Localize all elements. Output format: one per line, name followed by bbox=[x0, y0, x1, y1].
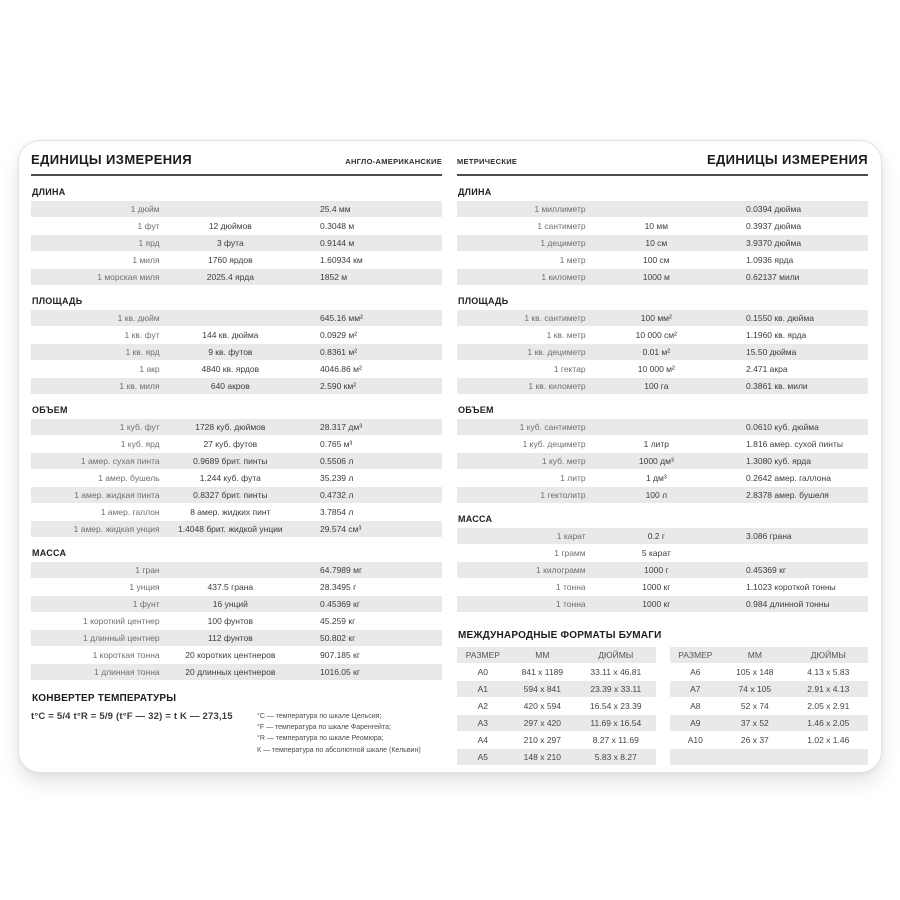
mm-cell: 37 x 52 bbox=[740, 718, 769, 728]
unit-cell: 1 кв. ярд bbox=[125, 347, 160, 357]
size-cell: A0 bbox=[477, 667, 488, 677]
temperature-note: °R — температура по шкале Реомюра; bbox=[257, 735, 384, 743]
value-cell: 0.765 м³ bbox=[320, 439, 353, 449]
table-row bbox=[457, 201, 868, 217]
paper-row bbox=[670, 749, 869, 765]
value-cell: 0.1550 кв. дюйма bbox=[746, 313, 815, 323]
inches-cell: 1.02 x 1.46 bbox=[807, 735, 850, 745]
table-row bbox=[31, 579, 442, 595]
left-page-title: ЕДИНИЦЫ ИЗМЕРЕНИЯ bbox=[31, 152, 193, 167]
value-cell: 0.3937 дюйма bbox=[746, 221, 802, 231]
table-row bbox=[31, 201, 442, 217]
notebook-spread bbox=[18, 140, 882, 773]
table-row bbox=[457, 596, 868, 612]
left-page-header bbox=[31, 150, 442, 176]
equivalent-cell: 16 унций bbox=[212, 599, 248, 609]
equivalent-cell: 144 кв. дюйма bbox=[202, 330, 259, 340]
equivalent-cell: 2025.4 ярда bbox=[206, 272, 254, 282]
unit-cell: 1 фут bbox=[137, 221, 160, 231]
value-cell: 0.4732 л bbox=[320, 490, 354, 500]
equivalent-cell: 1 дм³ bbox=[645, 473, 667, 483]
value-cell: 0.5506 л bbox=[320, 456, 354, 466]
table-row bbox=[457, 310, 868, 326]
equivalent-cell: 10 см bbox=[645, 238, 668, 248]
temperature-converter bbox=[31, 693, 442, 756]
paper-row bbox=[457, 715, 656, 731]
unit-cell: 1 куб. фут bbox=[119, 422, 160, 432]
size-cell: РАЗМЕР bbox=[465, 650, 500, 660]
unit-cell: 1 литр bbox=[560, 473, 586, 483]
value-cell: 4046.86 м² bbox=[320, 364, 362, 374]
equivalent-cell: 8 амер. жидких пинт bbox=[190, 507, 271, 517]
mm-cell: 74 x 105 bbox=[738, 684, 772, 694]
size-cell: РАЗМЕР bbox=[678, 650, 713, 660]
value-cell: 3.086 грана bbox=[746, 531, 792, 541]
table-row bbox=[457, 378, 868, 394]
equivalent-cell: 1000 м bbox=[642, 272, 670, 282]
paper-header-row bbox=[670, 647, 869, 663]
mm-cell: 420 x 594 bbox=[523, 701, 562, 711]
equivalent-cell: 1000 г bbox=[644, 565, 669, 575]
unit-cell: 1 кв. километр bbox=[528, 381, 586, 391]
equivalent-cell: 100 га bbox=[644, 381, 669, 391]
unit-cell: 1 короткий центнер bbox=[83, 616, 160, 626]
section-heading: ОБЪЕМ bbox=[32, 405, 68, 415]
table-row bbox=[457, 344, 868, 360]
section-heading: ДЛИНА bbox=[458, 187, 492, 197]
value-cell: 29.574 см³ bbox=[320, 524, 362, 534]
value-cell: 0.9144 м bbox=[320, 238, 355, 248]
value-cell: 64.7989 мг bbox=[320, 565, 363, 575]
value-cell: 1.816 амер. сухой пинты bbox=[746, 439, 843, 449]
value-cell: 0.8361 м² bbox=[320, 347, 358, 357]
unit-cell: 1 кв. сантиметр bbox=[524, 313, 586, 323]
size-cell: A8 bbox=[690, 701, 701, 711]
mm-cell: 26 x 37 bbox=[740, 735, 769, 745]
temperature-note: °F — температура по шкале Фаренгейта; bbox=[257, 724, 391, 732]
value-cell: 2.8378 амер. бушеля bbox=[746, 490, 829, 500]
size-cell: A2 bbox=[477, 701, 488, 711]
table-row bbox=[31, 613, 442, 629]
equivalent-cell: 0.2 г bbox=[647, 531, 665, 541]
unit-cell: 1 куб. метр bbox=[541, 456, 586, 466]
table-row bbox=[457, 562, 868, 578]
inches-cell: 8.27 x 11.69 bbox=[592, 735, 639, 745]
unit-cell: 1 акр bbox=[139, 364, 160, 374]
size-cell: A1 bbox=[477, 684, 488, 694]
unit-cell: 1 кв. фут bbox=[124, 330, 160, 340]
value-cell: 0.45369 кг bbox=[746, 565, 786, 575]
equivalent-cell: 1.244 куб. фута bbox=[199, 473, 261, 483]
equivalent-cell: 437.5 грана bbox=[207, 582, 254, 592]
unit-cell: 1 километр bbox=[541, 272, 586, 282]
unit-cell: 1 кв. метр bbox=[546, 330, 586, 340]
temperature-note: К — температура по абсолютной шкале (Кельвин) bbox=[257, 746, 421, 754]
unit-cell: 1 сантиметр bbox=[537, 221, 586, 231]
size-cell: A10 bbox=[687, 735, 703, 745]
equivalent-cell: 27 куб. футов bbox=[203, 439, 258, 449]
temperature-body bbox=[31, 711, 442, 756]
unit-cell: 1 карат bbox=[556, 531, 586, 541]
table-row bbox=[31, 453, 442, 469]
unit-cell: 1 ярд bbox=[138, 238, 160, 248]
equivalent-cell: 9 кв. футов bbox=[208, 347, 253, 357]
equivalent-cell: 1760 ярдов bbox=[208, 255, 253, 265]
value-cell: 0.0610 куб. дюйма bbox=[746, 422, 819, 432]
table-row bbox=[31, 487, 442, 503]
table-row bbox=[31, 310, 442, 326]
size-cell: A6 bbox=[690, 667, 701, 677]
value-cell: 1.60934 км bbox=[320, 255, 363, 265]
equivalent-cell: 1728 куб. дюймов bbox=[195, 422, 266, 432]
equivalent-cell: 1 литр bbox=[643, 439, 670, 449]
value-cell: 0.984 длинной тонны bbox=[746, 599, 830, 609]
temperature-formula: t°C = 5/4 t°R = 5/9 (t°F — 32) = t K — 273,15 bbox=[31, 711, 233, 722]
paper-row bbox=[670, 715, 869, 731]
table-row bbox=[457, 235, 868, 251]
inches-cell: 2.05 x 2.91 bbox=[807, 701, 850, 711]
right-page-header bbox=[457, 150, 868, 176]
unit-cell: 1 фунт bbox=[132, 599, 160, 609]
value-cell: 3.7854 л bbox=[320, 507, 354, 517]
paper-row bbox=[670, 681, 869, 697]
unit-cell: 1 гран bbox=[135, 565, 160, 575]
equivalent-cell: 1.4048 брит. жидкой унции bbox=[177, 524, 283, 534]
table-row bbox=[457, 579, 868, 595]
equivalent-cell: 0.01 м² bbox=[642, 347, 671, 357]
table-row bbox=[457, 470, 868, 486]
value-cell: 0.62137 мили bbox=[746, 272, 800, 282]
mm-cell: ММ bbox=[535, 650, 550, 660]
unit-cell: 1 длинная тонна bbox=[94, 667, 160, 677]
equivalent-cell: 100 см bbox=[643, 255, 670, 265]
inches-cell: ДЮЙМЫ bbox=[598, 650, 634, 660]
table-row bbox=[457, 218, 868, 234]
paper-row bbox=[457, 732, 656, 748]
inches-cell: ДЮЙМЫ bbox=[810, 650, 846, 660]
table-row bbox=[457, 545, 868, 561]
equivalent-cell: 3 фута bbox=[216, 238, 244, 248]
section-heading: ПЛОЩАДЬ bbox=[458, 296, 509, 306]
equivalent-cell: 1000 дм³ bbox=[638, 456, 674, 466]
table-row bbox=[31, 562, 442, 578]
unit-cell: 1 метр bbox=[559, 255, 586, 265]
inches-cell: 23.39 x 33.11 bbox=[590, 684, 642, 694]
table-row bbox=[457, 487, 868, 503]
table-row bbox=[31, 436, 442, 452]
unit-cell: 1 кв. дециметр bbox=[527, 347, 586, 357]
paper-formats bbox=[457, 630, 868, 766]
paper-formats-heading: МЕЖДУНАРОДНЫЕ ФОРМАТЫ БУМАГИ bbox=[458, 630, 662, 641]
unit-cell: 1 куб. ярд bbox=[120, 439, 160, 449]
unit-cell: 1 кв. миля bbox=[119, 381, 160, 391]
equivalent-cell: 0.8327 брит. пинты bbox=[193, 490, 268, 500]
inches-cell: 11.69 x 16.54 bbox=[590, 718, 642, 728]
value-cell: 25.4 мм bbox=[320, 204, 351, 214]
unit-cell: 1 амер. жидкая унция bbox=[73, 524, 160, 534]
unit-cell: 1 дециметр bbox=[540, 238, 586, 248]
unit-cell: 1 дюйм bbox=[130, 204, 160, 214]
paper-row bbox=[457, 664, 656, 680]
paper-row bbox=[457, 698, 656, 714]
inches-cell: 4.13 x 5.83 bbox=[807, 667, 850, 677]
inches-cell: 2.91 x 4.13 bbox=[807, 684, 850, 694]
table-row bbox=[457, 528, 868, 544]
equivalent-cell: 100 мм² bbox=[640, 313, 672, 323]
section-heading: МАССА bbox=[32, 548, 67, 558]
inches-cell: 1.46 x 2.05 bbox=[807, 718, 850, 728]
table-row bbox=[457, 269, 868, 285]
table-row bbox=[31, 630, 442, 646]
value-cell: 35.239 л bbox=[320, 473, 354, 483]
mm-cell: 297 x 420 bbox=[523, 718, 562, 728]
equivalent-cell: 1000 кг bbox=[642, 599, 671, 609]
table-row bbox=[457, 453, 868, 469]
mm-cell: 841 x 1189 bbox=[521, 667, 564, 677]
table-row bbox=[457, 327, 868, 343]
value-cell: 1016.05 кг bbox=[320, 667, 360, 677]
paper-table-a0-a5 bbox=[457, 647, 656, 766]
value-cell: 0.45369 кг bbox=[320, 599, 360, 609]
table-row bbox=[31, 470, 442, 486]
value-cell: 1.3080 куб. ярда bbox=[746, 456, 811, 466]
value-cell: 2.471 акра bbox=[746, 364, 788, 374]
right-page-title: ЕДИНИЦЫ ИЗМЕРЕНИЯ bbox=[706, 152, 868, 167]
equivalent-cell: 12 дюймов bbox=[208, 221, 252, 231]
left-page-sections bbox=[31, 187, 442, 680]
mm-cell: 210 x 297 bbox=[523, 735, 562, 745]
temperature-note: °C — температура по шкале Цельсия; bbox=[257, 713, 382, 720]
inches-cell: 16.54 x 23.39 bbox=[590, 701, 642, 711]
unit-cell: 1 длинный центнер bbox=[83, 633, 160, 643]
unit-cell: 1 тонна bbox=[555, 582, 586, 592]
table-row bbox=[31, 378, 442, 394]
equivalent-cell: 5 карат bbox=[641, 548, 671, 558]
table-row bbox=[31, 664, 442, 680]
unit-cell: 1 морская миля bbox=[97, 272, 160, 282]
inches-cell: 33.11 x 46.81 bbox=[590, 667, 642, 677]
unit-cell: 1 куб. дециметр bbox=[522, 439, 586, 449]
value-cell: 50.802 кг bbox=[320, 633, 356, 643]
mm-cell: ММ bbox=[747, 650, 762, 660]
unit-cell: 1 амер. сухая пинта bbox=[80, 456, 160, 466]
page-anglo-american bbox=[31, 150, 442, 772]
table-row bbox=[457, 419, 868, 435]
equivalent-cell: 112 фунтов bbox=[207, 633, 253, 643]
paper-row bbox=[670, 698, 869, 714]
size-cell: A3 bbox=[477, 718, 488, 728]
value-cell: 0.3861 кв. мили bbox=[746, 381, 808, 391]
right-page-sections bbox=[457, 187, 868, 612]
size-cell: A5 bbox=[477, 752, 488, 762]
size-cell: A7 bbox=[690, 684, 701, 694]
unit-cell: 1 тонна bbox=[555, 599, 586, 609]
equivalent-cell: 10 мм bbox=[644, 221, 669, 231]
mm-cell: 105 x 148 bbox=[736, 667, 774, 677]
table-row bbox=[31, 269, 442, 285]
paper-header-row bbox=[457, 647, 656, 663]
value-cell: 1.1023 короткой тонны bbox=[746, 582, 836, 592]
right-page-subtitle: МЕТРИЧЕСКИЕ bbox=[457, 157, 518, 166]
value-cell: 45.259 кг bbox=[320, 616, 356, 626]
value-cell: 28.3495 г bbox=[320, 582, 357, 592]
equivalent-cell: 100 л bbox=[645, 490, 668, 500]
value-cell: 645.16 мм² bbox=[320, 313, 363, 323]
paper-row bbox=[457, 749, 656, 765]
unit-cell: 1 короткая тонна bbox=[92, 650, 160, 660]
table-row bbox=[31, 252, 442, 268]
equivalent-cell: 4840 кв. ярдов bbox=[201, 364, 260, 374]
table-row bbox=[31, 419, 442, 435]
equivalent-cell: 100 фунтов bbox=[207, 616, 254, 626]
value-cell: 0.3048 м bbox=[320, 221, 355, 231]
table-row bbox=[457, 436, 868, 452]
unit-cell: 1 амер. бушель bbox=[98, 473, 160, 483]
table-row bbox=[457, 361, 868, 377]
mm-cell: 52 x 74 bbox=[740, 701, 769, 711]
value-cell: 3.9370 дюйма bbox=[746, 238, 802, 248]
unit-cell: 1 миллиметр bbox=[534, 204, 586, 214]
table-row bbox=[457, 252, 868, 268]
section-heading: ДЛИНА bbox=[32, 187, 66, 197]
temperature-notes bbox=[257, 711, 442, 756]
value-cell: 907.185 кг bbox=[320, 650, 360, 660]
unit-cell: 1 амер. галлон bbox=[100, 507, 160, 517]
table-row bbox=[31, 344, 442, 360]
value-cell: 0.2642 амер. галлона bbox=[746, 473, 831, 483]
section-heading: МАССА bbox=[458, 514, 493, 524]
paper-row bbox=[670, 664, 869, 680]
size-cell: A4 bbox=[477, 735, 488, 745]
equivalent-cell: 0.9689 брит. пинты bbox=[193, 456, 268, 466]
table-row bbox=[31, 218, 442, 234]
table-row bbox=[31, 521, 442, 537]
value-cell: 1.1960 кв. ярда bbox=[746, 330, 807, 340]
unit-cell: 1 килограмм bbox=[536, 565, 586, 575]
inches-cell: 5.83 x 8.27 bbox=[594, 752, 637, 762]
size-cell: A9 bbox=[690, 718, 701, 728]
unit-cell: 1 унция bbox=[129, 582, 160, 592]
section-heading: ПЛОЩАДЬ bbox=[32, 296, 83, 306]
pages-container bbox=[19, 141, 881, 772]
page-metric bbox=[457, 150, 868, 772]
unit-cell: 1 грамм bbox=[554, 548, 586, 558]
section-heading: ОБЪЕМ bbox=[458, 405, 494, 415]
value-cell: 1852 м bbox=[320, 272, 348, 282]
equivalent-cell: 20 коротких центнеров bbox=[185, 650, 276, 660]
paper-formats-tables bbox=[457, 647, 868, 766]
value-cell: 0.0929 м² bbox=[320, 330, 358, 340]
left-page-subtitle: АНГЛО-АМЕРИКАНСКИЕ bbox=[345, 157, 442, 166]
table-row bbox=[31, 235, 442, 251]
value-cell: 1.0936 ярда bbox=[746, 255, 794, 265]
equivalent-cell: 20 длинных центнеров bbox=[185, 667, 276, 677]
unit-cell: 1 куб. сантиметр bbox=[519, 422, 586, 432]
value-cell: 15.50 дюйма bbox=[746, 347, 797, 357]
equivalent-cell: 10 000 м² bbox=[637, 364, 675, 374]
paper-row bbox=[457, 681, 656, 697]
unit-cell: 1 амер. жидкая пинта bbox=[74, 490, 160, 500]
mm-cell: 594 x 841 bbox=[523, 684, 562, 694]
equivalent-cell: 1000 кг bbox=[642, 582, 671, 592]
equivalent-cell: 640 акров bbox=[210, 381, 250, 391]
value-cell: 28.317 дм³ bbox=[320, 422, 363, 432]
unit-cell: 1 кв. дюйм bbox=[117, 313, 160, 323]
table-row bbox=[31, 596, 442, 612]
paper-row bbox=[670, 732, 869, 748]
unit-cell: 1 миля bbox=[132, 255, 160, 265]
mm-cell: 148 x 210 bbox=[523, 752, 562, 762]
table-row bbox=[31, 504, 442, 520]
table-row bbox=[31, 361, 442, 377]
equivalent-cell: 10 000 см² bbox=[635, 330, 677, 340]
value-cell: 0.0394 дюйма bbox=[746, 204, 802, 214]
temperature-heading: КОНВЕРТЕР ТЕМПЕРАТУРЫ bbox=[32, 693, 177, 704]
unit-cell: 1 гектолитр bbox=[540, 490, 586, 500]
paper-table-a6-a10 bbox=[670, 647, 869, 766]
table-row bbox=[31, 647, 442, 663]
table-row bbox=[31, 327, 442, 343]
unit-cell: 1 гектар bbox=[553, 364, 586, 374]
value-cell: 2.590 км² bbox=[320, 381, 357, 391]
